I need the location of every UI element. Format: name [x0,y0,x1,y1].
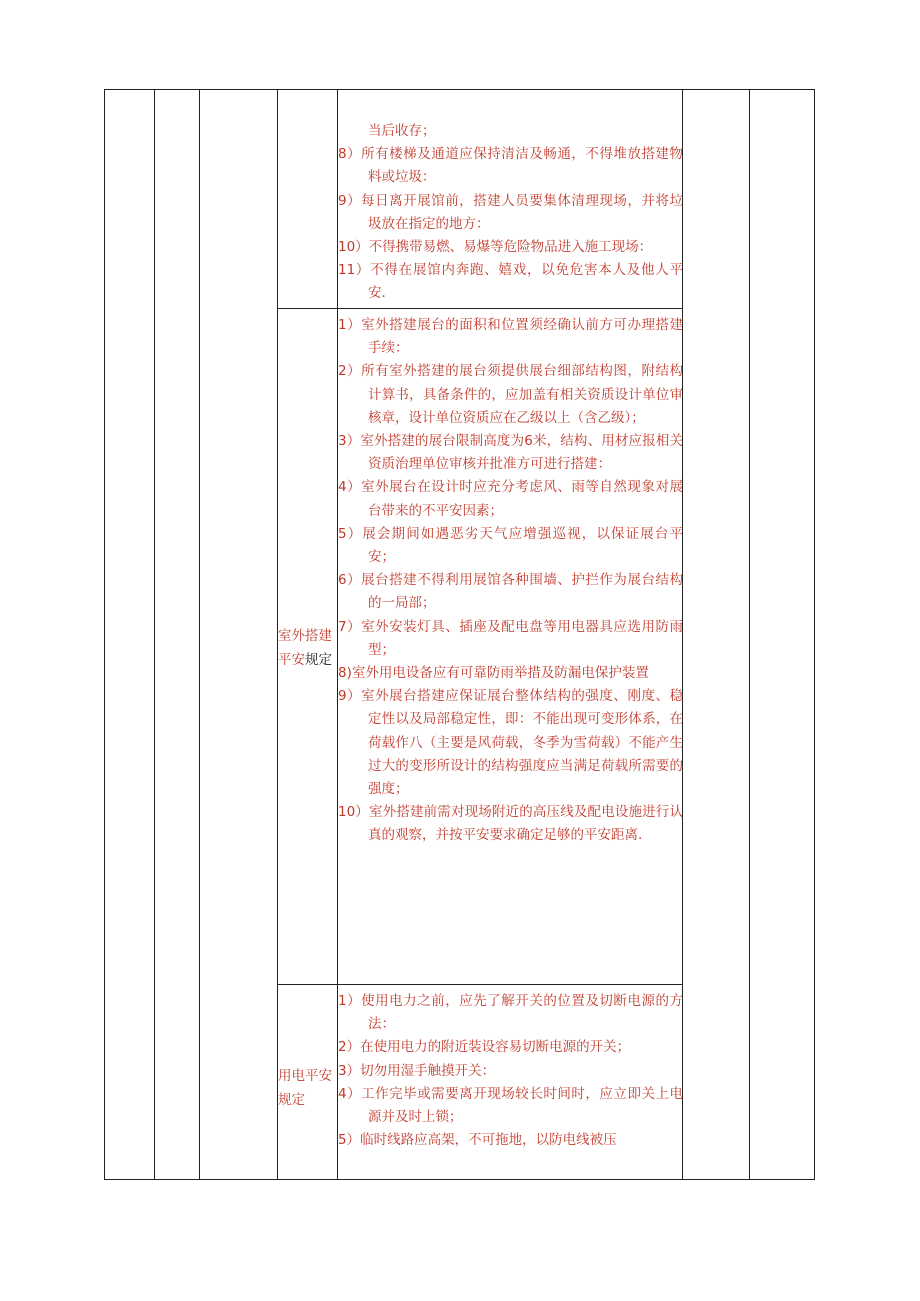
section-outdoor-content [338,314,683,982]
section-carry-content [338,120,683,306]
list-item: 8)室外用电设备应有可靠防雨举措及防漏电保护装置 [338,665,649,682]
list-item: 1）使用电力之前，应先了解开关的位置及切断电源的方法： [338,993,683,1033]
list-item: 5）临时线路应高架，不可拖地，以防电线被压 [338,1132,617,1149]
list-item: 2）在使用电力的附近装设容易切断电源的开关； [338,1039,631,1056]
power-list [338,990,683,1152]
list-item: 9）室外展台搭建应保证展台整体结构的强度、刚度、稳定性以及局部稳定性，即：不能出现可变形体系，在荷载作八（主要是风荷载，冬季为雪荷载）不能产生过大的变形所设计的结构强度应当满足荷载所需要的强度； [338,688,683,798]
label-line: 规定 [278,1092,305,1108]
carry-list [338,143,683,305]
carry-continuation: 当后收存； [368,123,436,139]
outdoor-list [338,314,683,848]
list-item: 10）室外搭建前需对现场附近的高压线及配电设施进行认真的观察，并按平安要求确定足够的平安距离. [338,804,683,844]
list-item: 10）不得携带易燃、易爆等危险物品进入施工现场： [338,239,653,256]
regulations-table [104,89,815,1180]
list-item: 3）室外搭建的展台限制高度为6米，结构、用材应报相关资质治理单位审核并批准方可进行搭建： [338,433,683,473]
label-part: 规定 [305,652,332,668]
column-divider [154,90,155,1179]
list-item: 11）不得在展馆内奔跑、嬉戏，以免危害本人及他人平安. [338,262,683,302]
list-item: 1）室外搭建展台的面积和位置须经确认前方可办理搭建手续： [338,317,683,357]
list-item: 2）所有室外搭建的展台须提供展台细部结构图，附结构计算书，具备条件的，应加盖有相关资质设计单位审核章，设计单位资质应在乙级以上（含乙级）； [338,363,683,426]
row-divider [277,308,683,309]
section-outdoor-label [278,624,338,672]
list-item: 9）每日离开展馆前，搭建人员要集体清理现场，并将垃圾放在指定的地方： [338,192,683,232]
list-item: 7）室外安装灯具、插座及配电盘等用电器具应选用防雨型； [338,618,683,658]
label-line [278,648,338,672]
label-line: 室外搭建 [278,628,332,644]
column-divider [199,90,200,1179]
row-divider [277,984,683,985]
list-item: 5）展会期间如遇恶劣天气应增强巡视，以保证展台平安； [338,525,683,566]
label-line: 用电平安 [278,1068,332,1084]
list-item: 4）室外展台在设计时应充分考虑风、雨等自然现象对展台带来的不平安因素； [338,479,683,519]
label-part: 平安 [278,652,305,668]
list-item: 8）所有楼梯及通道应保持清洁及畅通，不得堆放搭建物料或垃圾： [338,146,683,186]
list-item: 3）切勿用湿手触摸开关： [338,1062,496,1079]
section-power-label [278,1064,338,1112]
section-power-content [338,990,683,1180]
list-item: 4）工作完毕或需要离开现场较长时间时，应立即关上电源并及时上锁； [338,1085,683,1126]
column-divider [749,90,750,1179]
list-item: 6）展台搭建不得利用展馆各种围墙、护拦作为展台结构的一局部； [338,572,683,612]
